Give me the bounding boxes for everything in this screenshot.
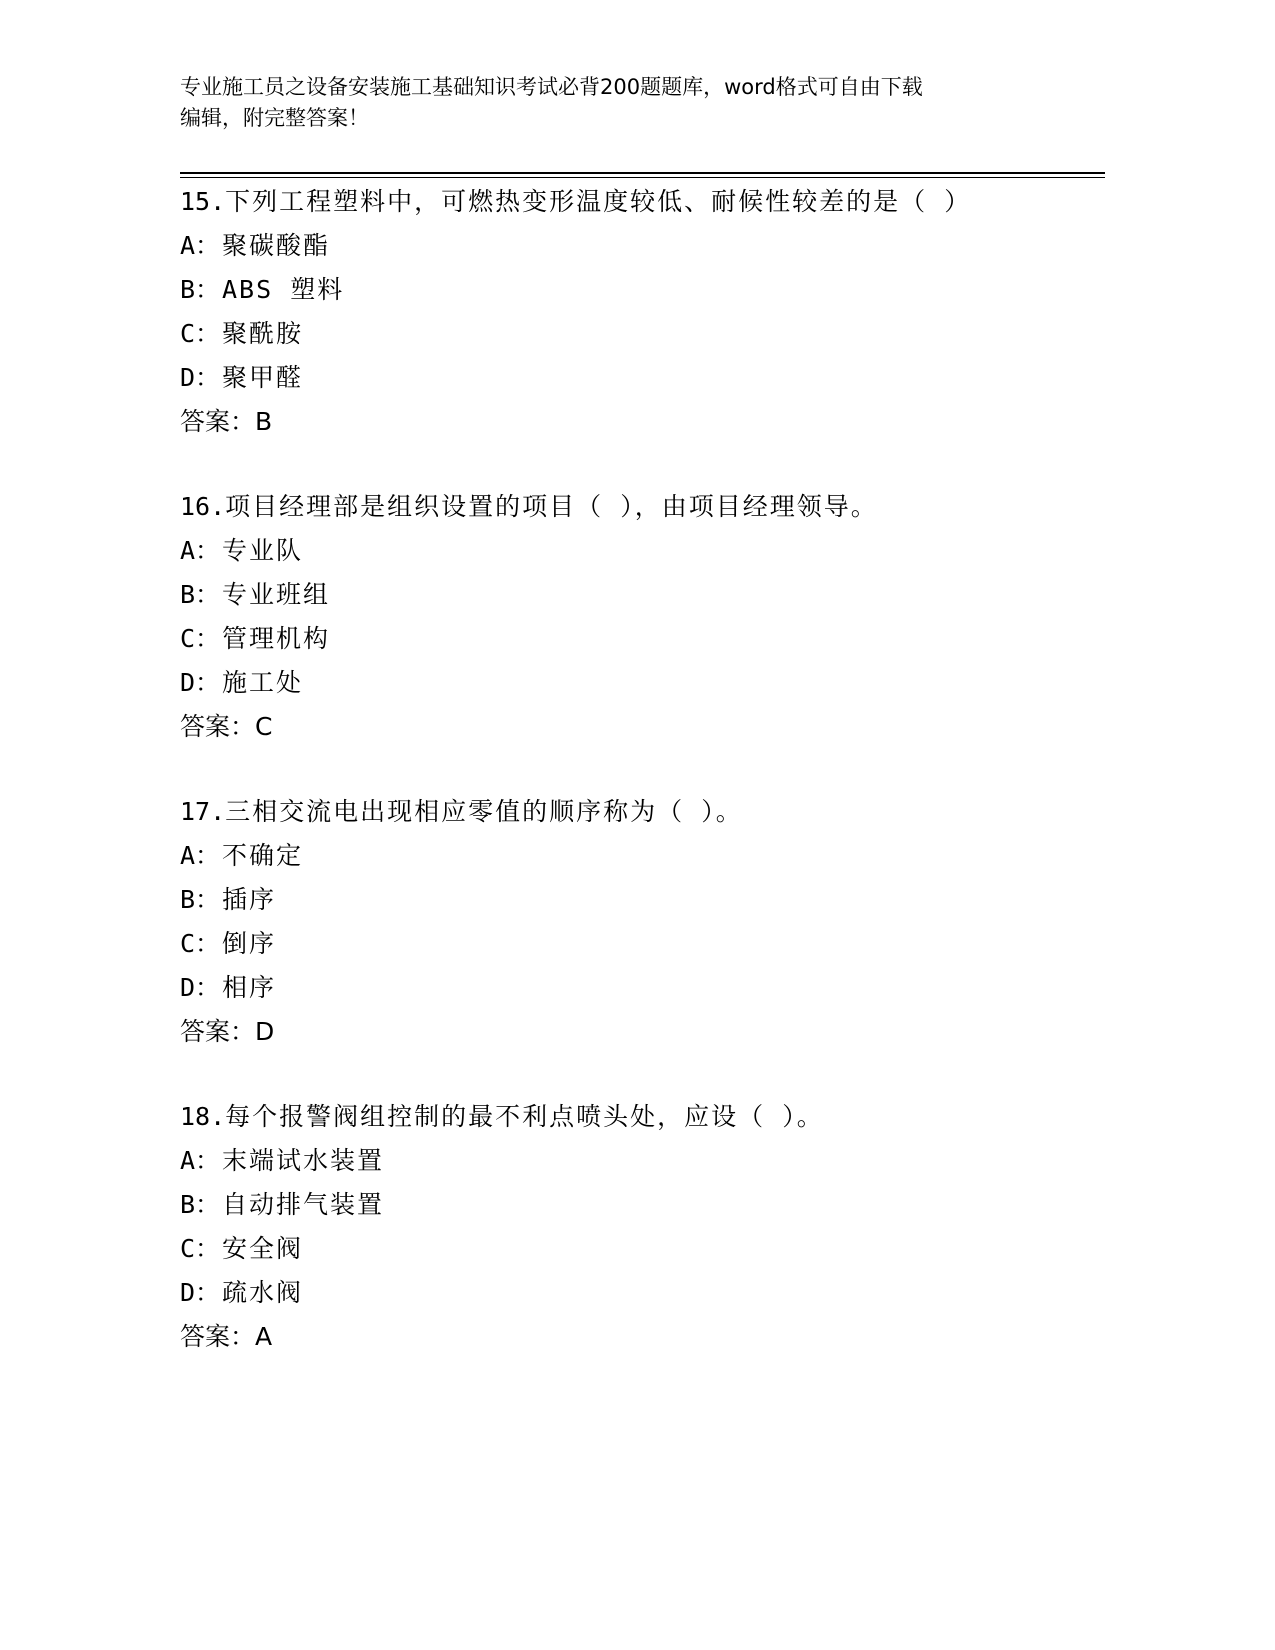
option-text: ABS 塑料 — [222, 275, 345, 304]
question-stem — [180, 485, 1100, 529]
option-text: 聚甲醛 — [222, 363, 304, 392]
document-header — [180, 72, 1040, 134]
question-number: 16. — [180, 492, 226, 521]
option-d — [180, 661, 1100, 705]
question-text: 每个报警阀组控制的最不利点喷头处，应设（ ）。 — [225, 1102, 824, 1131]
question-18 — [180, 1095, 1100, 1400]
option-b — [180, 1183, 1100, 1227]
option-key: D： — [180, 363, 221, 392]
option-d — [180, 1271, 1100, 1315]
question-stem — [180, 180, 1100, 224]
question-number: 15. — [180, 187, 226, 216]
question-text: 项目经理部是组织设置的项目（ ），由项目经理领导。 — [225, 492, 878, 521]
option-d — [180, 356, 1100, 400]
option-a — [180, 834, 1100, 878]
option-key: C： — [180, 624, 221, 653]
option-key: B： — [180, 885, 221, 914]
option-key: C： — [180, 319, 221, 348]
option-a — [180, 529, 1100, 573]
option-text: 不确定 — [222, 841, 304, 870]
option-key: A： — [180, 536, 221, 565]
option-a — [180, 224, 1100, 268]
option-key: D： — [180, 1278, 221, 1307]
option-text: 相序 — [222, 973, 277, 1002]
option-c — [180, 922, 1100, 966]
answer-line: 答案：C — [180, 712, 273, 741]
question-text: 下列工程塑料中，可燃热变形温度较低、耐候性较差的是（ ） — [225, 187, 972, 216]
option-text: 专业班组 — [222, 580, 331, 609]
option-key: B： — [180, 1190, 221, 1219]
header-divider — [180, 172, 1105, 178]
option-text: 疏水阀 — [222, 1278, 304, 1307]
option-key: A： — [180, 841, 221, 870]
option-text: 末端试水装置 — [222, 1146, 385, 1175]
option-text: 安全阀 — [222, 1234, 304, 1263]
option-key: A： — [180, 231, 221, 260]
answer-line: 答案：A — [180, 1322, 273, 1351]
option-c — [180, 617, 1100, 661]
question-text: 三相交流电出现相应零值的顺序称为（ ）。 — [225, 797, 743, 826]
question-17 — [180, 790, 1100, 1095]
option-key: B： — [180, 275, 221, 304]
option-key: A： — [180, 1146, 221, 1175]
question-list — [180, 180, 1100, 1400]
question-number: 17. — [180, 797, 226, 826]
question-number: 18. — [180, 1102, 226, 1131]
answer-line: 答案：B — [180, 407, 273, 436]
question-15 — [180, 180, 1100, 485]
option-text: 专业队 — [222, 536, 304, 565]
option-c — [180, 312, 1100, 356]
option-b — [180, 573, 1100, 617]
option-text: 倒序 — [222, 929, 277, 958]
option-key: C： — [180, 1234, 221, 1263]
answer-line: 答案：D — [180, 1017, 275, 1046]
option-c — [180, 1227, 1100, 1271]
option-a — [180, 1139, 1100, 1183]
option-key: C： — [180, 929, 221, 958]
option-key: D： — [180, 973, 221, 1002]
option-text: 聚碳酸酯 — [222, 231, 331, 260]
option-d — [180, 966, 1100, 1010]
question-stem — [180, 790, 1100, 834]
option-text: 管理机构 — [222, 624, 331, 653]
option-key: B： — [180, 580, 221, 609]
header-title-line-2: 编辑，附完整答案！ — [180, 106, 369, 130]
option-b — [180, 878, 1100, 922]
option-text: 聚酰胺 — [222, 319, 304, 348]
header-title-line-1: 专业施工员之设备安装施工基础知识考试必背200题题库，word格式可自由下载 — [180, 75, 923, 99]
option-text: 自动排气装置 — [222, 1190, 385, 1219]
option-b — [180, 268, 1100, 312]
question-16 — [180, 485, 1100, 790]
option-text: 施工处 — [222, 668, 304, 697]
option-key: D： — [180, 668, 221, 697]
question-stem — [180, 1095, 1100, 1139]
option-text: 插序 — [222, 885, 277, 914]
